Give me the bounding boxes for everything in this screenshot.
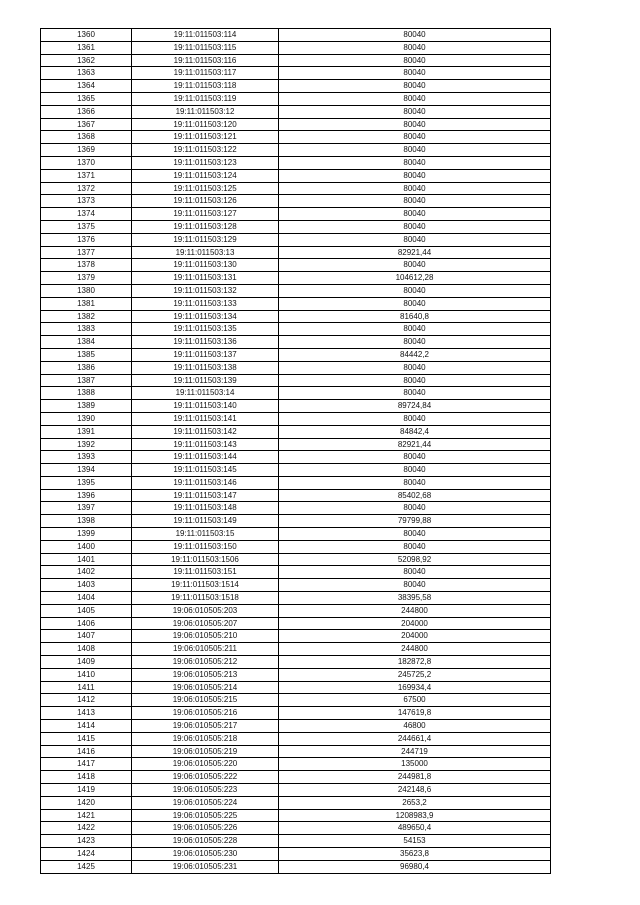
table-row (41, 310, 551, 323)
cadastral-number-cell: 19:06:010505:223 (132, 784, 279, 797)
table-row (41, 707, 551, 720)
table-row (41, 29, 551, 42)
value-cell: 89724,84 (279, 400, 551, 413)
row-number-cell: 1425 (41, 860, 132, 873)
row-number-cell: 1417 (41, 758, 132, 771)
table-row (41, 848, 551, 861)
value-cell: 182872,8 (279, 656, 551, 669)
table-row (41, 643, 551, 656)
table-row (41, 233, 551, 246)
value-cell: 80040 (279, 67, 551, 80)
value-cell: 244719 (279, 745, 551, 758)
table-row (41, 374, 551, 387)
value-cell: 84842,4 (279, 425, 551, 438)
cadastral-number-cell: 19:11:011503:139 (132, 374, 279, 387)
value-cell: 80040 (279, 41, 551, 54)
table-row (41, 489, 551, 502)
value-cell: 80040 (279, 451, 551, 464)
row-number-cell: 1383 (41, 323, 132, 336)
value-cell: 1208983,9 (279, 809, 551, 822)
value-cell: 169934,4 (279, 681, 551, 694)
value-cell: 80040 (279, 131, 551, 144)
value-cell: 245725,2 (279, 668, 551, 681)
table-row (41, 860, 551, 873)
value-cell: 489650,4 (279, 822, 551, 835)
cadastral-number-cell: 19:11:011503:142 (132, 425, 279, 438)
value-cell: 244800 (279, 643, 551, 656)
row-number-cell: 1363 (41, 67, 132, 80)
value-cell: 80040 (279, 528, 551, 541)
row-number-cell: 1395 (41, 476, 132, 489)
row-number-cell: 1378 (41, 259, 132, 272)
row-number-cell: 1405 (41, 604, 132, 617)
row-number-cell: 1406 (41, 617, 132, 630)
value-cell: 35623,8 (279, 848, 551, 861)
table-row (41, 54, 551, 67)
row-number-cell: 1360 (41, 29, 132, 42)
table-row (41, 297, 551, 310)
row-number-cell: 1391 (41, 425, 132, 438)
value-cell: 54153 (279, 835, 551, 848)
row-number-cell: 1414 (41, 720, 132, 733)
cadastral-number-cell: 19:11:011503:135 (132, 323, 279, 336)
table-row (41, 400, 551, 413)
value-cell: 80040 (279, 54, 551, 67)
value-cell: 80040 (279, 208, 551, 221)
table-row (41, 515, 551, 528)
table-row (41, 720, 551, 733)
row-number-cell: 1402 (41, 566, 132, 579)
value-cell: 38395,58 (279, 592, 551, 605)
row-number-cell: 1400 (41, 540, 132, 553)
row-number-cell: 1368 (41, 131, 132, 144)
value-cell: 82921,44 (279, 246, 551, 259)
row-number-cell: 1387 (41, 374, 132, 387)
cadastral-number-cell: 19:11:011503:122 (132, 144, 279, 157)
row-number-cell: 1404 (41, 592, 132, 605)
table-row (41, 336, 551, 349)
value-cell: 80040 (279, 29, 551, 42)
value-cell: 80040 (279, 361, 551, 374)
value-cell: 147619,8 (279, 707, 551, 720)
row-number-cell: 1415 (41, 732, 132, 745)
table-row (41, 617, 551, 630)
value-cell: 135000 (279, 758, 551, 771)
table-row (41, 771, 551, 784)
row-number-cell: 1411 (41, 681, 132, 694)
row-number-cell: 1413 (41, 707, 132, 720)
row-number-cell: 1361 (41, 41, 132, 54)
value-cell: 85402,68 (279, 489, 551, 502)
cadastral-number-cell: 19:11:011503:137 (132, 348, 279, 361)
table-row (41, 425, 551, 438)
cadastral-number-cell: 19:11:011503:115 (132, 41, 279, 54)
table-row (41, 668, 551, 681)
table-row (41, 144, 551, 157)
cadastral-number-cell: 19:11:011503:140 (132, 400, 279, 413)
table-row (41, 579, 551, 592)
cadastral-number-cell: 19:11:011503:130 (132, 259, 279, 272)
cadastral-number-cell: 19:06:010505:207 (132, 617, 279, 630)
table-row (41, 92, 551, 105)
cadastral-number-cell: 19:06:010505:216 (132, 707, 279, 720)
cadastral-number-cell: 19:06:010505:212 (132, 656, 279, 669)
table-row (41, 208, 551, 221)
value-cell: 96980,4 (279, 860, 551, 873)
table-row (41, 476, 551, 489)
cadastral-number-cell: 19:11:011503:15 (132, 528, 279, 541)
cadastral-number-cell: 19:11:011503:117 (132, 67, 279, 80)
cadastral-number-cell: 19:11:011503:120 (132, 118, 279, 131)
row-number-cell: 1373 (41, 195, 132, 208)
row-number-cell: 1409 (41, 656, 132, 669)
table-row (41, 732, 551, 745)
row-number-cell: 1392 (41, 438, 132, 451)
cadastral-number-cell: 19:11:011503:126 (132, 195, 279, 208)
value-cell: 67500 (279, 694, 551, 707)
cadastral-number-cell: 19:11:011503:129 (132, 233, 279, 246)
table-row (41, 464, 551, 477)
cadastral-number-cell: 19:11:011503:125 (132, 182, 279, 195)
table-row (41, 656, 551, 669)
cadastral-number-cell: 19:06:010505:230 (132, 848, 279, 861)
value-cell: 2653,2 (279, 796, 551, 809)
value-cell: 79799,88 (279, 515, 551, 528)
value-cell: 84442,2 (279, 348, 551, 361)
cadastral-number-cell: 19:11:011503:14 (132, 387, 279, 400)
value-cell: 81640,8 (279, 310, 551, 323)
table-row (41, 246, 551, 259)
row-number-cell: 1419 (41, 784, 132, 797)
row-number-cell: 1389 (41, 400, 132, 413)
cadastral-number-cell: 19:06:010505:213 (132, 668, 279, 681)
row-number-cell: 1396 (41, 489, 132, 502)
row-number-cell: 1412 (41, 694, 132, 707)
value-cell: 204000 (279, 617, 551, 630)
row-number-cell: 1364 (41, 80, 132, 93)
cadastral-number-cell: 19:11:011503:149 (132, 515, 279, 528)
table-row (41, 502, 551, 515)
cadastral-number-cell: 19:11:011503:147 (132, 489, 279, 502)
data-table (40, 28, 551, 874)
table-row (41, 681, 551, 694)
cadastral-number-cell: 19:11:011503:12 (132, 105, 279, 118)
value-cell: 242148,6 (279, 784, 551, 797)
table-row (41, 822, 551, 835)
row-number-cell: 1375 (41, 220, 132, 233)
row-number-cell: 1386 (41, 361, 132, 374)
cadastral-number-cell: 19:06:010505:217 (132, 720, 279, 733)
table-row (41, 630, 551, 643)
cadastral-number-cell: 19:11:011503:13 (132, 246, 279, 259)
cadastral-number-cell: 19:11:011503:132 (132, 284, 279, 297)
row-number-cell: 1385 (41, 348, 132, 361)
row-number-cell: 1390 (41, 412, 132, 425)
value-cell: 80040 (279, 464, 551, 477)
cadastral-number-cell: 19:11:011503:150 (132, 540, 279, 553)
table-row (41, 272, 551, 285)
value-cell: 80040 (279, 169, 551, 182)
cadastral-number-cell: 19:11:011503:124 (132, 169, 279, 182)
table-row (41, 758, 551, 771)
row-number-cell: 1401 (41, 553, 132, 566)
cadastral-number-cell: 19:06:010505:225 (132, 809, 279, 822)
value-cell: 244981,8 (279, 771, 551, 784)
cadastral-number-cell: 19:11:011503:146 (132, 476, 279, 489)
row-number-cell: 1394 (41, 464, 132, 477)
value-cell: 80040 (279, 156, 551, 169)
row-number-cell: 1403 (41, 579, 132, 592)
cadastral-number-cell: 19:11:011503:127 (132, 208, 279, 221)
value-cell: 104612,28 (279, 272, 551, 285)
value-cell: 80040 (279, 118, 551, 131)
value-cell: 244661,4 (279, 732, 551, 745)
cadastral-number-cell: 19:11:011503:123 (132, 156, 279, 169)
cadastral-number-cell: 19:11:011503:131 (132, 272, 279, 285)
value-cell: 80040 (279, 182, 551, 195)
table-row (41, 553, 551, 566)
table-row (41, 41, 551, 54)
value-cell: 80040 (279, 233, 551, 246)
cadastral-number-cell: 19:06:010505:210 (132, 630, 279, 643)
row-number-cell: 1424 (41, 848, 132, 861)
cadastral-number-cell: 19:06:010505:231 (132, 860, 279, 873)
table-row (41, 835, 551, 848)
cadastral-number-cell: 19:11:011503:136 (132, 336, 279, 349)
table-row (41, 438, 551, 451)
table-row (41, 592, 551, 605)
row-number-cell: 1379 (41, 272, 132, 285)
value-cell: 80040 (279, 297, 551, 310)
cadastral-number-cell: 19:06:010505:218 (132, 732, 279, 745)
cadastral-number-cell: 19:11:011503:114 (132, 29, 279, 42)
value-cell: 80040 (279, 284, 551, 297)
row-number-cell: 1422 (41, 822, 132, 835)
cadastral-number-cell: 19:11:011503:1514 (132, 579, 279, 592)
row-number-cell: 1397 (41, 502, 132, 515)
row-number-cell: 1421 (41, 809, 132, 822)
cadastral-number-cell: 19:11:011503:133 (132, 297, 279, 310)
value-cell: 46800 (279, 720, 551, 733)
table-row (41, 604, 551, 617)
value-cell: 80040 (279, 80, 551, 93)
value-cell: 80040 (279, 540, 551, 553)
row-number-cell: 1376 (41, 233, 132, 246)
row-number-cell: 1420 (41, 796, 132, 809)
cadastral-number-cell: 19:06:010505:224 (132, 796, 279, 809)
cadastral-number-cell: 19:11:011503:1506 (132, 553, 279, 566)
cadastral-number-cell: 19:11:011503:143 (132, 438, 279, 451)
cadastral-number-cell: 19:06:010505:222 (132, 771, 279, 784)
table-row (41, 323, 551, 336)
cadastral-number-cell: 19:11:011503:141 (132, 412, 279, 425)
table-body (41, 29, 551, 874)
value-cell: 80040 (279, 220, 551, 233)
value-cell: 80040 (279, 259, 551, 272)
row-number-cell: 1366 (41, 105, 132, 118)
cadastral-number-cell: 19:11:011503:121 (132, 131, 279, 144)
table-row (41, 105, 551, 118)
cadastral-number-cell: 19:06:010505:220 (132, 758, 279, 771)
table-row (41, 67, 551, 80)
table-row (41, 169, 551, 182)
cadastral-number-cell: 19:06:010505:215 (132, 694, 279, 707)
row-number-cell: 1367 (41, 118, 132, 131)
row-number-cell: 1370 (41, 156, 132, 169)
table-row (41, 118, 551, 131)
row-number-cell: 1371 (41, 169, 132, 182)
row-number-cell: 1423 (41, 835, 132, 848)
row-number-cell: 1362 (41, 54, 132, 67)
table-row (41, 694, 551, 707)
value-cell: 80040 (279, 105, 551, 118)
cadastral-number-cell: 19:11:011503:116 (132, 54, 279, 67)
value-cell: 80040 (279, 336, 551, 349)
cadastral-number-cell: 19:11:011503:134 (132, 310, 279, 323)
row-number-cell: 1382 (41, 310, 132, 323)
table-row (41, 361, 551, 374)
cadastral-number-cell: 19:11:011503:118 (132, 80, 279, 93)
cadastral-number-cell: 19:11:011503:145 (132, 464, 279, 477)
value-cell: 80040 (279, 387, 551, 400)
cadastral-number-cell: 19:06:010505:228 (132, 835, 279, 848)
row-number-cell: 1398 (41, 515, 132, 528)
table-row (41, 259, 551, 272)
cadastral-number-cell: 19:11:011503:128 (132, 220, 279, 233)
row-number-cell: 1388 (41, 387, 132, 400)
value-cell: 80040 (279, 195, 551, 208)
cadastral-number-cell: 19:11:011503:151 (132, 566, 279, 579)
row-number-cell: 1369 (41, 144, 132, 157)
value-cell: 80040 (279, 566, 551, 579)
table-row (41, 195, 551, 208)
table-row (41, 528, 551, 541)
value-cell: 80040 (279, 502, 551, 515)
table-row (41, 809, 551, 822)
cadastral-number-cell: 19:11:011503:138 (132, 361, 279, 374)
cadastral-number-cell: 19:06:010505:219 (132, 745, 279, 758)
value-cell: 80040 (279, 323, 551, 336)
cadastral-number-cell: 19:11:011503:1518 (132, 592, 279, 605)
row-number-cell: 1377 (41, 246, 132, 259)
row-number-cell: 1418 (41, 771, 132, 784)
cadastral-number-cell: 19:06:010505:211 (132, 643, 279, 656)
value-cell: 82921,44 (279, 438, 551, 451)
value-cell: 80040 (279, 374, 551, 387)
table-row (41, 566, 551, 579)
row-number-cell: 1408 (41, 643, 132, 656)
cadastral-number-cell: 19:11:011503:148 (132, 502, 279, 515)
table-row (41, 784, 551, 797)
row-number-cell: 1410 (41, 668, 132, 681)
row-number-cell: 1416 (41, 745, 132, 758)
row-number-cell: 1380 (41, 284, 132, 297)
value-cell: 52098,92 (279, 553, 551, 566)
table-row (41, 451, 551, 464)
row-number-cell: 1399 (41, 528, 132, 541)
table-row (41, 412, 551, 425)
cadastral-number-cell: 19:06:010505:226 (132, 822, 279, 835)
table-row (41, 348, 551, 361)
table-row (41, 156, 551, 169)
row-number-cell: 1381 (41, 297, 132, 310)
row-number-cell: 1372 (41, 182, 132, 195)
table-row (41, 131, 551, 144)
cadastral-number-cell: 19:06:010505:203 (132, 604, 279, 617)
value-cell: 244800 (279, 604, 551, 617)
value-cell: 80040 (279, 412, 551, 425)
row-number-cell: 1374 (41, 208, 132, 221)
row-number-cell: 1384 (41, 336, 132, 349)
cadastral-number-cell: 19:11:011503:119 (132, 92, 279, 105)
value-cell: 80040 (279, 476, 551, 489)
cadastral-number-cell: 19:06:010505:214 (132, 681, 279, 694)
value-cell: 80040 (279, 144, 551, 157)
table-row (41, 220, 551, 233)
row-number-cell: 1407 (41, 630, 132, 643)
table-row (41, 182, 551, 195)
value-cell: 204000 (279, 630, 551, 643)
table-row (41, 540, 551, 553)
value-cell: 80040 (279, 579, 551, 592)
row-number-cell: 1365 (41, 92, 132, 105)
row-number-cell: 1393 (41, 451, 132, 464)
table-row (41, 284, 551, 297)
table-row (41, 80, 551, 93)
table-row (41, 387, 551, 400)
cadastral-number-cell: 19:11:011503:144 (132, 451, 279, 464)
table-row (41, 745, 551, 758)
value-cell: 80040 (279, 92, 551, 105)
table-row (41, 796, 551, 809)
